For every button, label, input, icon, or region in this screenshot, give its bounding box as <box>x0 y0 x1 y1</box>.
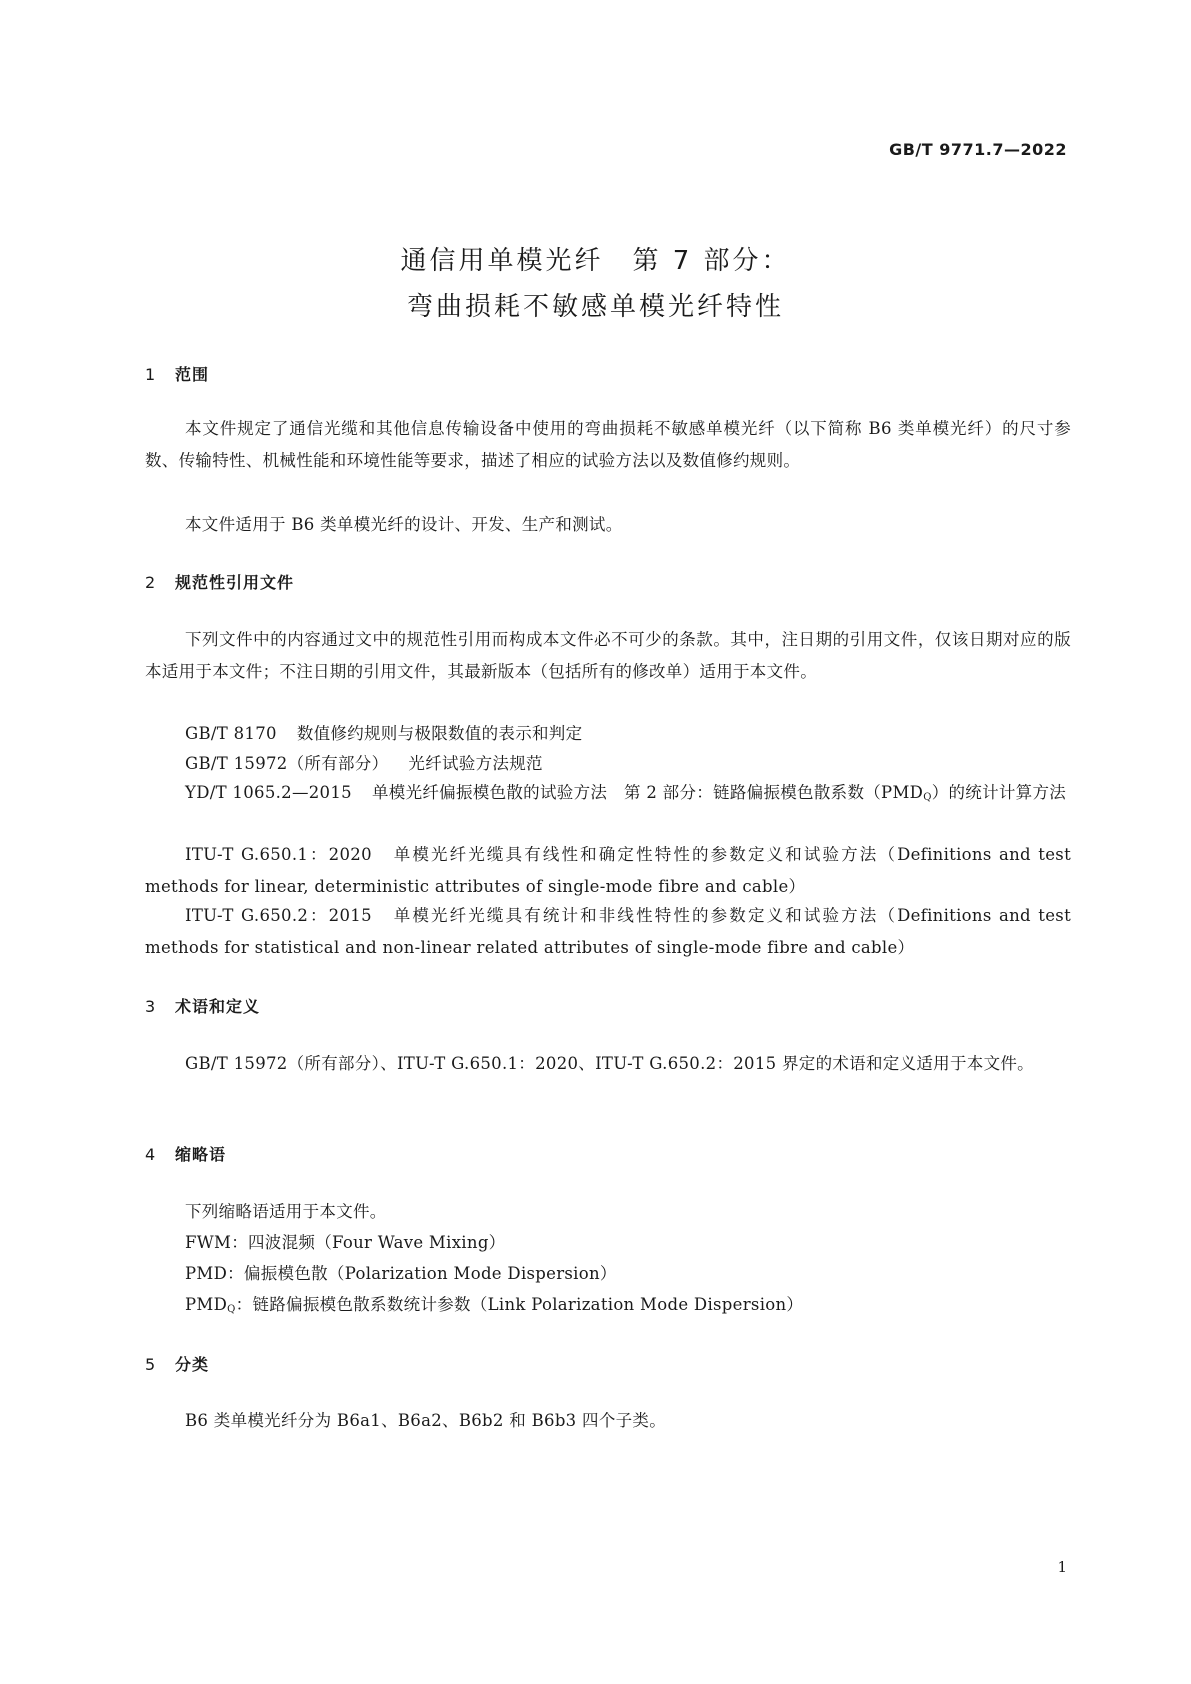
section-number: 5 <box>145 1355 157 1374</box>
abbreviation-fwm: FWM：四波混频（Four Wave Mixing） <box>185 1233 506 1252</box>
section-number: 3 <box>145 997 157 1016</box>
section-1-paragraph-2: 本文件适用于 B6 类单模光纤的设计、开发、生产和测试。 <box>185 515 623 534</box>
section-1-paragraph-1: 本文件规定了通信光缆和其他信息传输设备中使用的弯曲损耗不敏感单模光纤（以下简称 B6 类单模光纤）的尺寸参数、传输特性、机械性能和环境性能等要求，描述了相应的试验方法以及数值修约规则。 <box>145 419 1071 470</box>
section-5-paragraph-1: B6 类单模光纤分为 B6a1、B6a2、B6b2 和 B6b3 四个子类。 <box>185 1411 667 1430</box>
abbreviation-pmd: PMD：偏振模色散（Polarization Mode Dispersion） <box>185 1264 617 1283</box>
reference-code: ITU-T G.650.2：2015 <box>185 906 372 925</box>
section-5-heading <box>145 1352 209 1375</box>
reference-item <box>185 718 582 750</box>
section-3-paragraph-1: GB/T 15972（所有部分）、ITU-T G.650.1：2020、ITU-T G.650.2：2015 界定的术语和定义适用于本文件。 <box>185 1054 1034 1073</box>
standard-code: GB/T 9771.7—2022 <box>889 140 1067 159</box>
reference-title: 数值修约规则与极限数值的表示和判定 <box>296 724 583 743</box>
reference-title: 单模光纤偏振模色散的试验方法 第 2 部分：链路偏振模色散系数（PMD <box>371 783 924 802</box>
reference-code: GB/T 15972（所有部分） <box>185 754 389 773</box>
page-number: 1 <box>1057 1558 1067 1576</box>
abbreviation-term: PMD <box>185 1295 228 1314</box>
section-3-heading <box>145 994 260 1017</box>
section-number: 2 <box>145 573 157 592</box>
section-title: 范围 <box>175 365 210 384</box>
document-title-line-1: 通信用单模光纤 第 7 部分： <box>400 246 791 276</box>
section-title: 规范性引用文件 <box>175 573 295 592</box>
reference-title-tail: ）的统计计算方法 <box>931 783 1067 802</box>
reference-item <box>185 748 543 780</box>
section-title: 分类 <box>175 1355 210 1374</box>
reference-item <box>145 900 1071 964</box>
abbreviation-definition: ：链路偏振模色散系数统计参数（Link Polarization Mode Dispersion） <box>235 1295 804 1314</box>
section-number: 1 <box>145 365 157 384</box>
section-title: 术语和定义 <box>175 997 261 1016</box>
section-2-heading <box>145 570 294 593</box>
abbreviations-intro: 下列缩略语适用于本文件。 <box>185 1202 387 1221</box>
reference-code: YD/T 1065.2—2015 <box>185 783 352 802</box>
reference-title: 单模光纤光缆具有线性和确定性特性的参数定义和试验方法（Definitions and test methods for linear, deterministic attributes of single-mode fibre and cable） <box>145 845 1071 896</box>
abbreviation-pmdq <box>185 1289 803 1326</box>
reference-title: 单模光纤光缆具有统计和非线性特性的参数定义和试验方法（Definitions and test methods for statistical and non-linear related attributes of single-mode fibre and cable） <box>145 906 1071 957</box>
section-4-heading <box>145 1142 226 1165</box>
section-number: 4 <box>145 1145 157 1164</box>
section-1-heading <box>145 362 209 385</box>
reference-title: 光纤试验方法规范 <box>408 754 543 773</box>
document-title-line-2: 弯曲损耗不敏感单模光纤特性 <box>406 292 784 322</box>
abbreviation-subscript: Q <box>227 1304 236 1315</box>
reference-item <box>145 839 1071 903</box>
section-2-paragraph-1: 下列文件中的内容通过文中的规范性引用而构成本文件必不可少的条款。其中，注日期的引用文件，仅该日期对应的版本适用于本文件；不注日期的引用文件，其最新版本（包括所有的修改单）适用于本文件。 <box>145 630 1071 681</box>
reference-code: ITU-T G.650.1：2020 <box>185 845 372 864</box>
reference-code: GB/T 8170 <box>185 724 277 743</box>
reference-item <box>145 777 1071 814</box>
reference-subscript: Q <box>923 792 932 803</box>
section-title: 缩略语 <box>175 1145 227 1164</box>
